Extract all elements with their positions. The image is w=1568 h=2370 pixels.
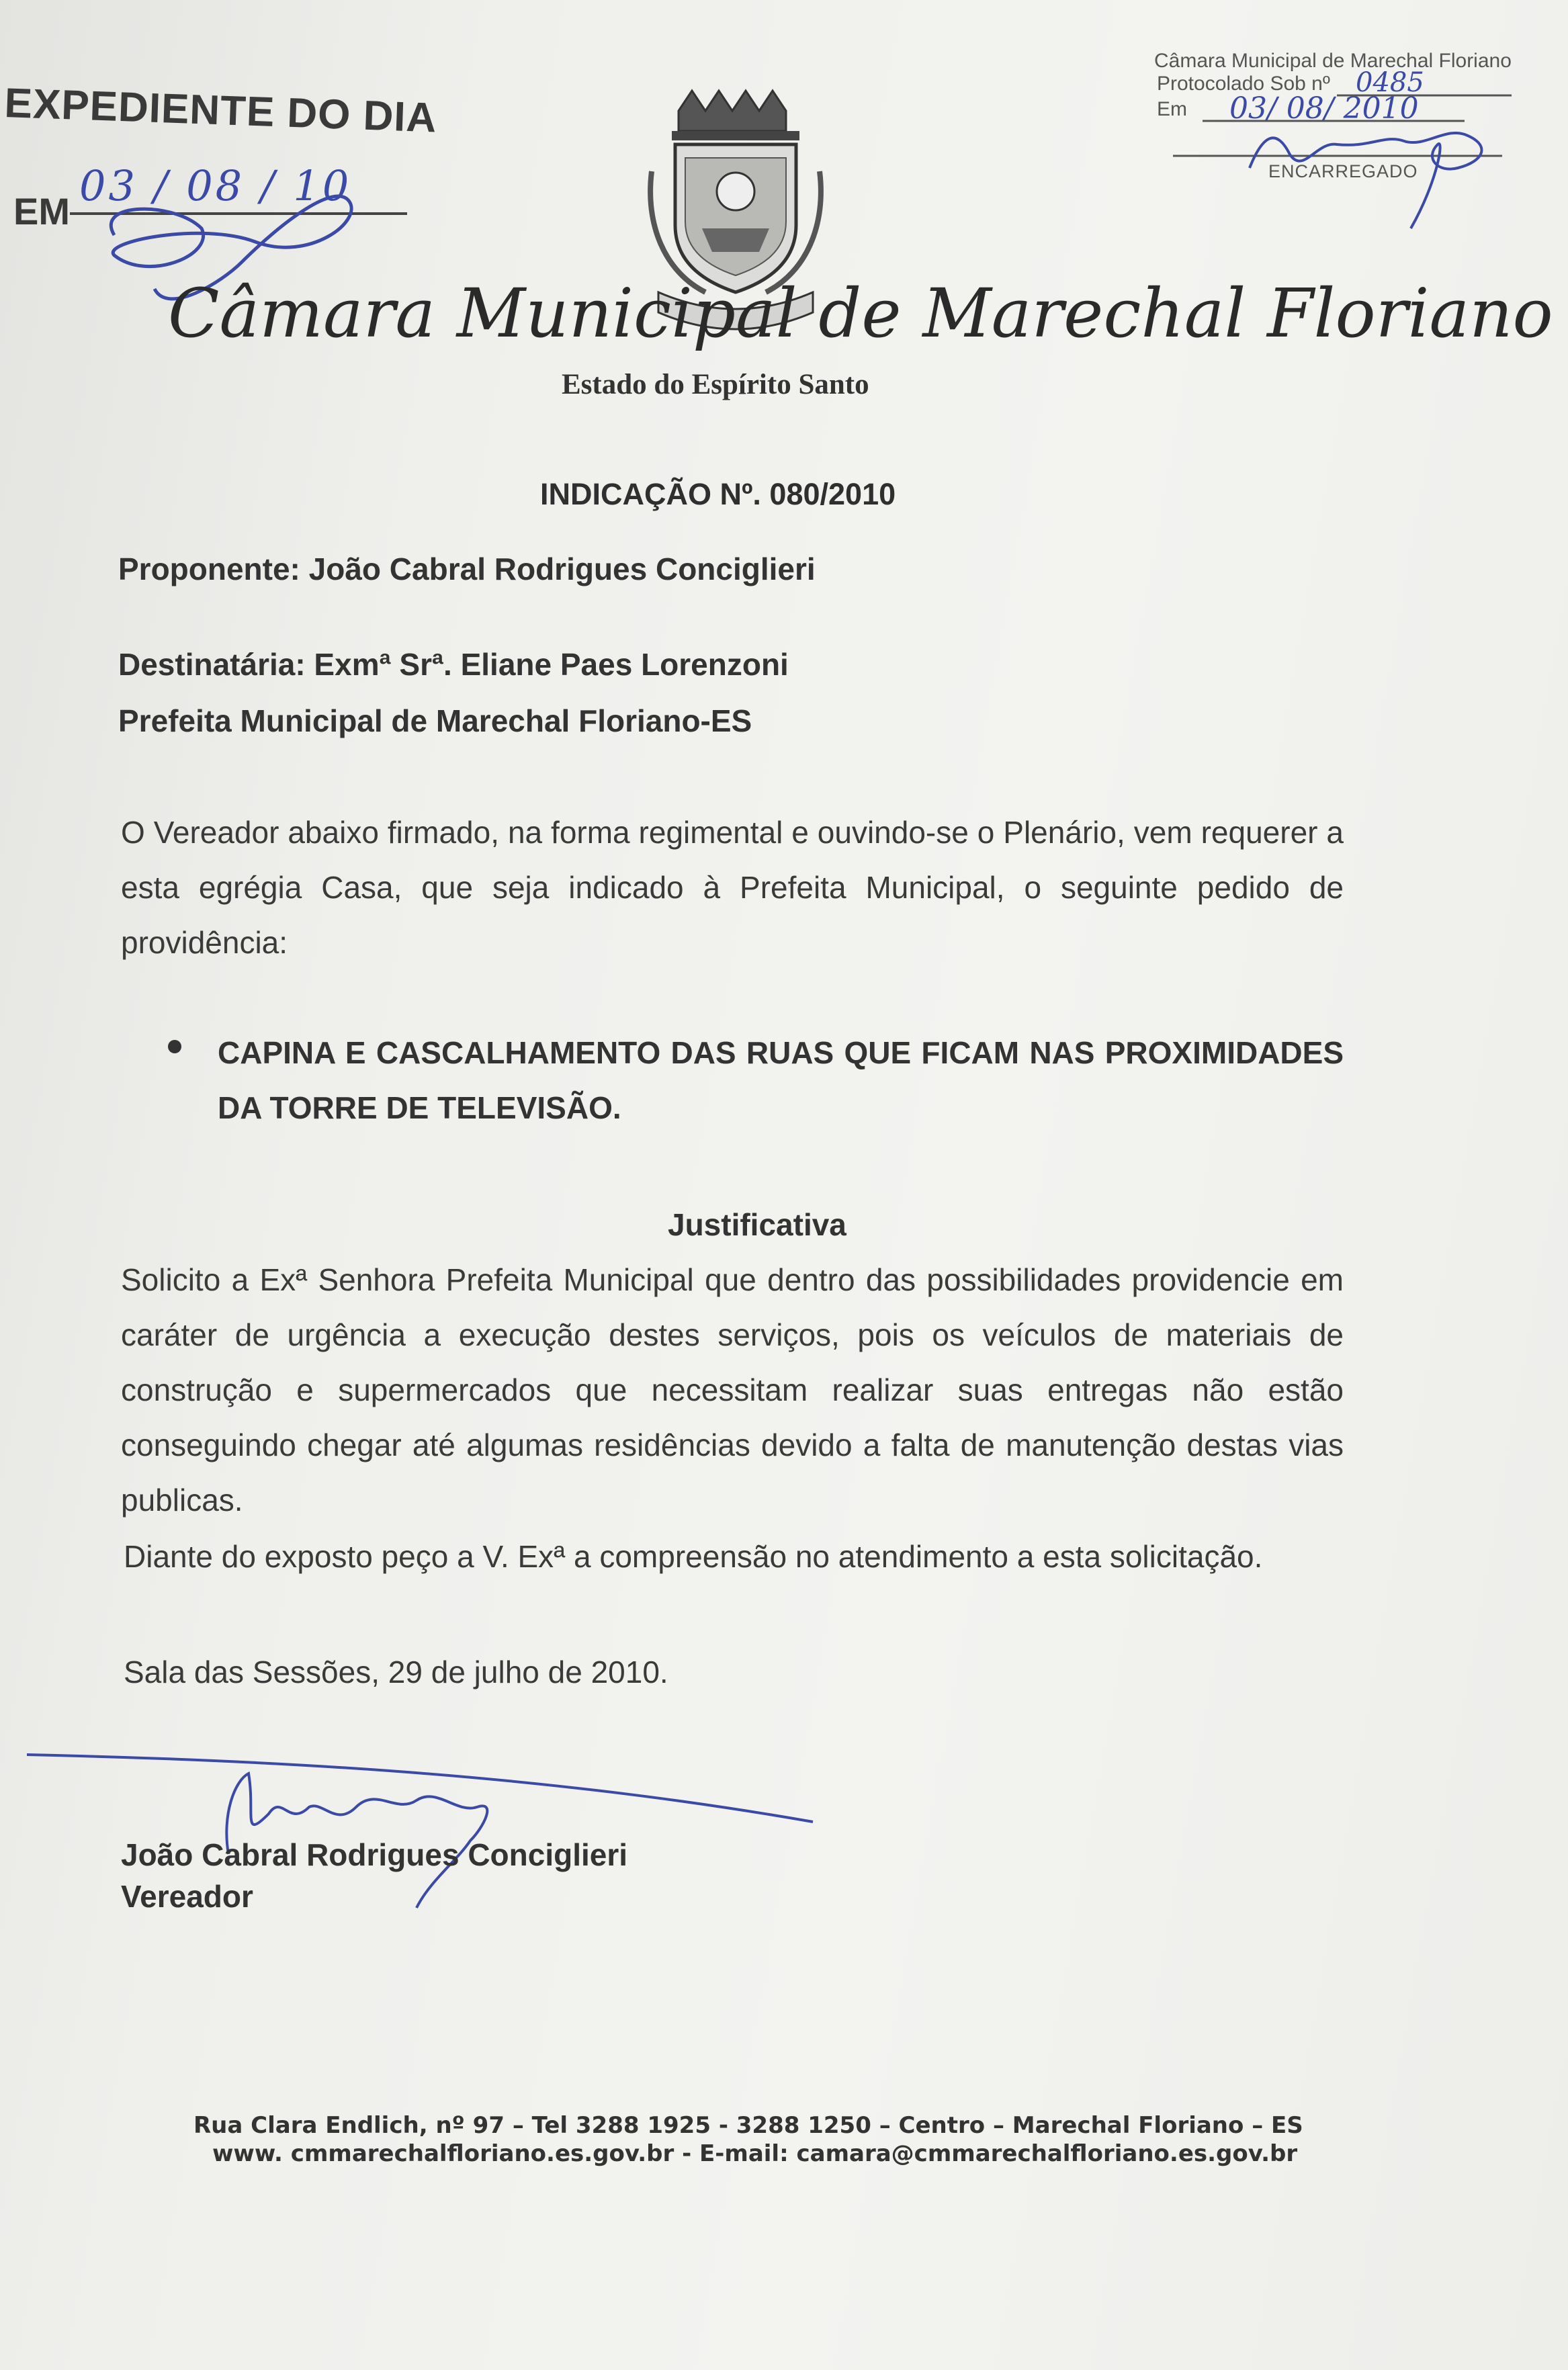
prefeita-line: Prefeita Municipal de Marechal Floriano-ES	[118, 703, 752, 738]
protocol-stamp-line1: Câmara Municipal de Marechal Floriano	[1154, 50, 1512, 72]
institution-title: Câmara Municipal de Marechal Floriano	[168, 274, 1553, 353]
bullet-icon	[168, 1040, 181, 1053]
request-item: CAPINA E CASCALHAMENTO DAS RUAS QUE FICAM NAS PROXIMIDADES DA TORRE DE TELEVISÃO.	[218, 1035, 1344, 1125]
session-date: Sala das Sessões, 29 de julho de 2010.	[124, 1655, 668, 1689]
intro-paragraph: O Vereador abaixo firmado, na forma regimental e ouvindo-se o Plenário, vem requerer a esta egrégia Casa, que seja indicado à Prefeita Municipal, o seguinte pedido de providência:	[121, 815, 1344, 960]
destinataria-line: Destinatária: Exmª Srª. Eliane Paes Lorenzoni	[118, 647, 789, 682]
expediente-stamp-em-label: EM	[13, 190, 70, 232]
justificativa-closing: Diante do exposto peço a V. Exª a compreensão no atendimento a esta solicitação.	[124, 1539, 1263, 1574]
justificativa-title: Justificativa	[668, 1207, 846, 1242]
expediente-stamp-date: 03 / 08 / 10	[79, 161, 352, 210]
justificativa-paragraph: Solicito a Exª Senhora Prefeita Municipal que dentro das possibilidades providencie em caráter de urgência a execução destes serviços, pois os veículos de materiais de construção e supermercados que necessitam realizar suas entregas não estão conseguindo chegar até algumas residências devido a falta de manutenção destas vias publicas.	[121, 1262, 1344, 1518]
footer-address: Rua Clara Endlich, nº 97 – Tel 3288 1925 - 3288 1250 – Centro – Marechal Floriano – ES	[193, 2112, 1303, 2139]
protocol-date: 03/ 08/ 2010	[1229, 91, 1419, 126]
footer-web-email: www. cmmarechalfloriano.es.gov.br - E-mail: camara@cmmarechalfloriano.es.gov.br	[212, 2140, 1298, 2167]
protocol-number: 0485	[1356, 67, 1424, 98]
protocol-stamp-line2: Protocolado Sob nº	[1157, 73, 1330, 95]
institution-subtitle: Estado do Espírito Santo	[562, 369, 869, 400]
protocol-encarregado-label: ENCARREGADO	[1268, 161, 1418, 181]
proponente-line: Proponente: João Cabral Rodrigues Conciglieri	[118, 552, 816, 586]
expediente-stamp-title: EXPEDIENTE DO DIA	[3, 79, 438, 142]
signatory-name: João Cabral Rodrigues Conciglieri	[121, 1837, 628, 1872]
signatory-role: Vereador	[121, 1879, 253, 1914]
protocol-rubric-signature	[1250, 133, 1481, 228]
protocol-stamp-em-label: Em	[1157, 98, 1187, 120]
indicacao-number: INDICAÇÃO Nº. 080/2010	[540, 477, 896, 511]
signature-stroke-line	[27, 1755, 813, 1822]
